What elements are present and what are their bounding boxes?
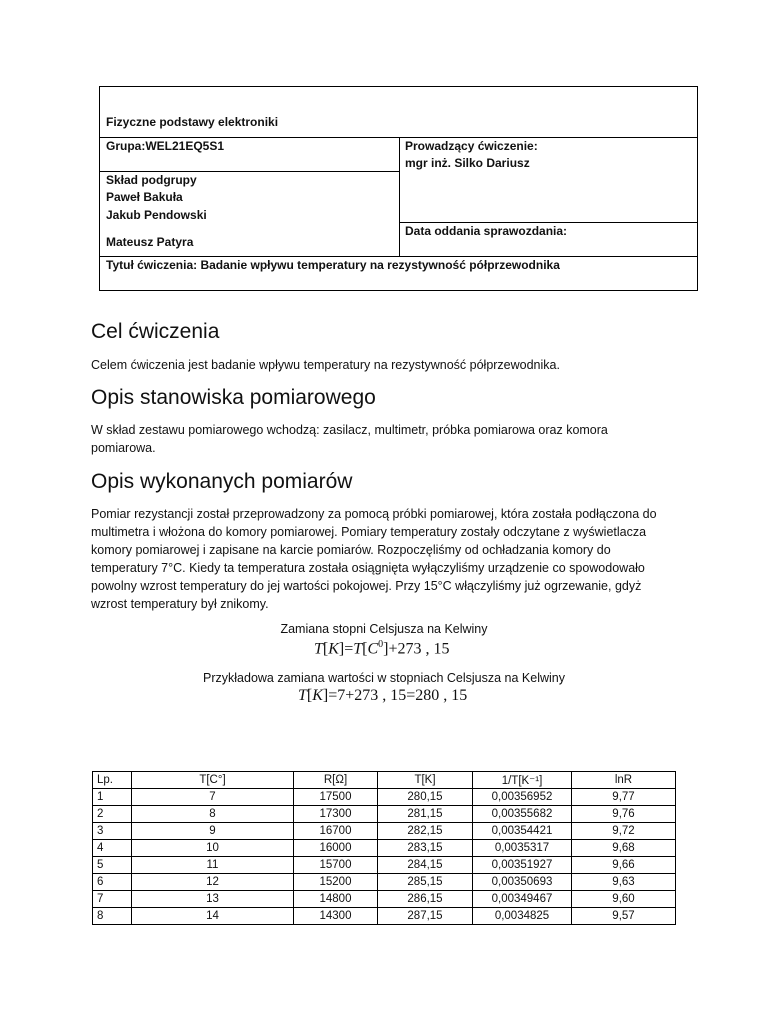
table-cell: 9 xyxy=(132,823,294,840)
table-row xyxy=(93,891,676,908)
table-cell: 16700 xyxy=(294,823,378,840)
setup-heading: Opis stanowiska pomiarowego xyxy=(91,386,376,409)
formula-caption: Zamiana stopni Celsjusza na Kelwiny xyxy=(280,622,488,636)
subject-title: Fizyczne podstawy elektroniki xyxy=(106,115,279,129)
measurement-table xyxy=(92,771,676,925)
table-cell: 287,15 xyxy=(378,908,473,925)
table-cell: 0,00354421 xyxy=(473,823,572,840)
table-cell: 9,76 xyxy=(572,806,676,823)
table-cell: 283,15 xyxy=(378,840,473,857)
table-cell: 8 xyxy=(93,908,132,925)
table-cell: 8 xyxy=(132,806,294,823)
column-header: R[Ω] xyxy=(294,772,378,789)
table-cell: 15700 xyxy=(294,857,378,874)
table-cell: 17300 xyxy=(294,806,378,823)
formula-tail: +273 , 15 xyxy=(388,640,450,658)
table-row xyxy=(93,806,676,823)
table-cell: 14300 xyxy=(294,908,378,925)
exercise-title: Tytuł ćwiczenia: Badanie wpływu temperatury na rezystywność półprzewodnika xyxy=(106,258,560,272)
table-cell: 10 xyxy=(132,840,294,857)
table-cell: 281,15 xyxy=(378,806,473,823)
setup-text: W skład zestawu pomiarowego wchodzą: zasilacz, multimetr, próbka pomiarowa oraz komora pomiarowa. xyxy=(91,423,608,455)
subgroup-label: Skład podgrupy xyxy=(106,173,197,187)
table-cell: 6 xyxy=(93,874,132,891)
table-cell: 14800 xyxy=(294,891,378,908)
submission-date-label: Data oddania sprawozdania: xyxy=(405,224,568,238)
measure-heading: Opis wykonanych pomiarów xyxy=(91,470,353,493)
table-cell: 0,00349467 xyxy=(473,891,572,908)
table-cell: 284,15 xyxy=(378,857,473,874)
table-row xyxy=(93,840,676,857)
table-cell: 5 xyxy=(93,857,132,874)
column-header: T[K] xyxy=(378,772,473,789)
table-cell: 3 xyxy=(93,823,132,840)
table-cell: 16000 xyxy=(294,840,378,857)
member-name: Mateusz Patyra xyxy=(106,235,194,249)
table-cell: 9,63 xyxy=(572,874,676,891)
member-name: Paweł Bakuła xyxy=(106,190,183,204)
table-cell: 17500 xyxy=(294,789,378,806)
table-cell: 9,77 xyxy=(572,789,676,806)
goal-heading: Cel ćwiczenia xyxy=(91,320,220,343)
member-name: Jakub Pendowski xyxy=(106,208,207,222)
table-cell: 9,68 xyxy=(572,840,676,857)
table-cell: 7 xyxy=(132,789,294,806)
column-header: 1/T[K⁻¹] xyxy=(473,772,572,789)
header-column-divider xyxy=(399,137,400,257)
table-cell: 9,60 xyxy=(572,891,676,908)
table-cell: 7 xyxy=(93,891,132,908)
kelvin-conversion-formula: $T[K]=T[C^0]+273$ , 15 xyxy=(314,639,450,658)
table-row xyxy=(93,908,676,925)
report-header-table xyxy=(99,86,698,291)
group-label: Grupa:WEL21EQ5S1 xyxy=(106,139,225,153)
measure-text: Pomiar rezystancji został przeprowadzony za pomocą próbki pomiarowej, która została podłączona do multimetra i włożona do komory pomiarowej. Pomiary temperatury zostały odczytane z wyświetlacza komory pomiarowej i zapisane na karcie pomiarów. Rozpoczęliśmy od ochładzania komory do temperatury 7°C. Kiedy ta temperatura została osiągnięta wyłączyliśmy urządzenie co spowodowało powolny wzrost temperatury do jej wartości pokojowej. Przy 15°C włączyliśmy już ogrzewanie, gdyż wzrost temperatury był znikomy. xyxy=(91,507,657,611)
table-row xyxy=(93,874,676,891)
table-cell: 286,15 xyxy=(378,891,473,908)
table-row xyxy=(93,857,676,874)
table-cell: 13 xyxy=(132,891,294,908)
table-cell: 9,66 xyxy=(572,857,676,874)
table-header-row xyxy=(93,772,676,789)
goal-text: Celem ćwiczenia jest badanie wpływu temperatury na rezystywność półprzewodnika. xyxy=(91,358,560,372)
table-cell: 9,57 xyxy=(572,908,676,925)
table-body xyxy=(93,789,676,925)
example-conversion-formula: T[K]=7+273 , 15=280 , 15 xyxy=(298,687,468,704)
table-cell: 12 xyxy=(132,874,294,891)
table-cell: 0,0035317 xyxy=(473,840,572,857)
table-cell: 9,72 xyxy=(572,823,676,840)
instructor-name: mgr inż. Silko Dariusz xyxy=(405,156,530,170)
table-cell: 285,15 xyxy=(378,874,473,891)
column-header: lnR xyxy=(572,772,676,789)
table-cell: 0,00355682 xyxy=(473,806,572,823)
table-cell: 14 xyxy=(132,908,294,925)
table-row xyxy=(93,823,676,840)
table-cell: 4 xyxy=(93,840,132,857)
formula-tail: =7+273 , 15=280 , 15 xyxy=(328,687,468,704)
table-cell: 0,00350693 xyxy=(473,874,572,891)
column-header: T[C°] xyxy=(132,772,294,789)
table-cell: 11 xyxy=(132,857,294,874)
table-cell: 0,00356952 xyxy=(473,789,572,806)
table-cell: 0,00351927 xyxy=(473,857,572,874)
table-cell: 2 xyxy=(93,806,132,823)
formula-caption: Przykładowa zamiana wartości w stopniach Celsjusza na Kelwiny xyxy=(203,671,565,685)
column-header: Lp. xyxy=(93,772,132,789)
table-cell: 15200 xyxy=(294,874,378,891)
instructor-label: Prowadzący ćwiczenie: xyxy=(405,139,538,153)
table-cell: 0,0034825 xyxy=(473,908,572,925)
table-cell: 282,15 xyxy=(378,823,473,840)
table-row xyxy=(93,789,676,806)
table-cell: 280,15 xyxy=(378,789,473,806)
table-cell: 1 xyxy=(93,789,132,806)
